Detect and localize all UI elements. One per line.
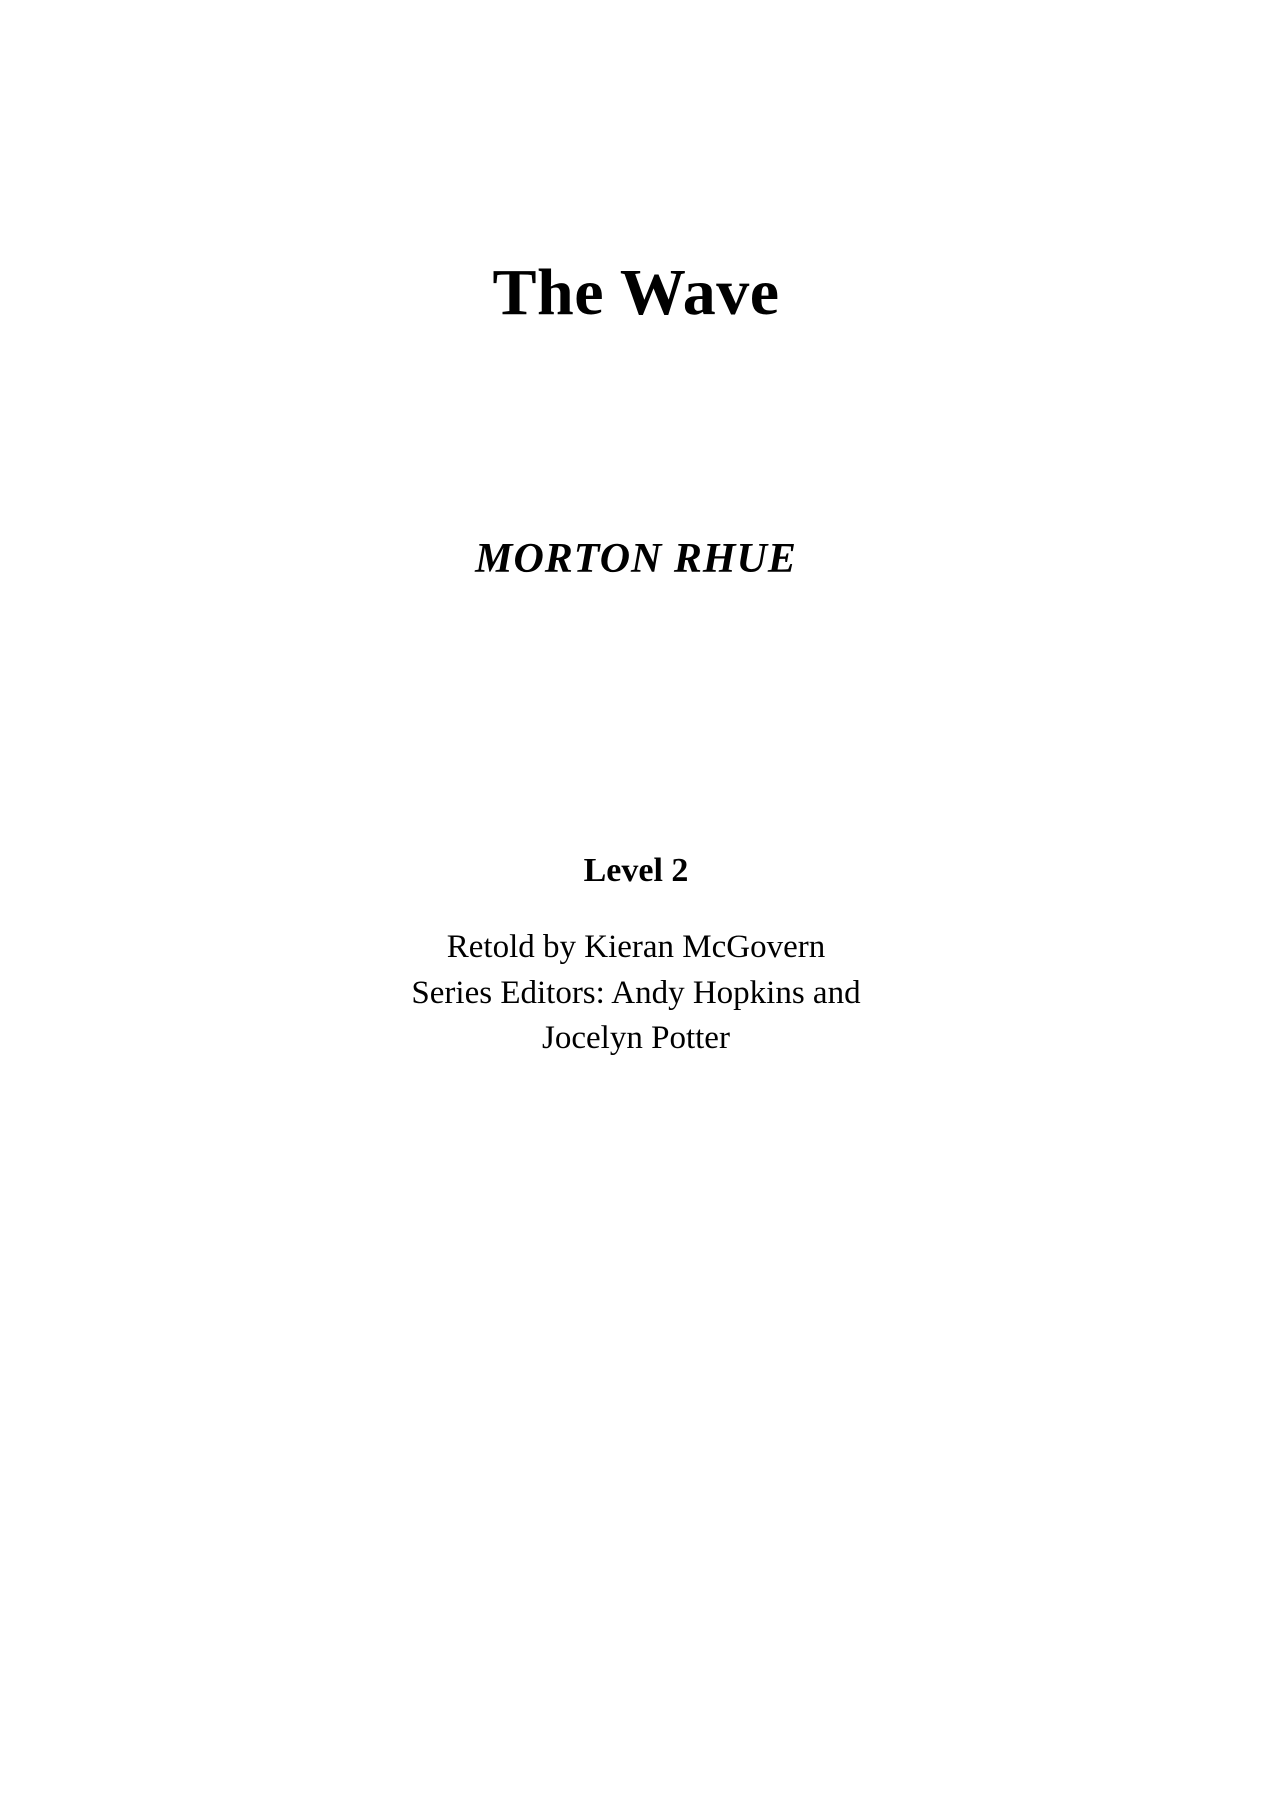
book-title: The Wave <box>492 256 780 329</box>
retold-by-line: Retold by Kieran McGovern <box>446 929 826 965</box>
credits-block <box>316 925 956 1062</box>
series-editors-line-2: Jocelyn Potter <box>542 1020 730 1057</box>
series-editors-line-1: Series Editors: Andy Hopkins and <box>411 974 861 1011</box>
book-author: MORTON RHUE <box>475 536 797 582</box>
reading-level: Level 2 <box>583 852 689 889</box>
